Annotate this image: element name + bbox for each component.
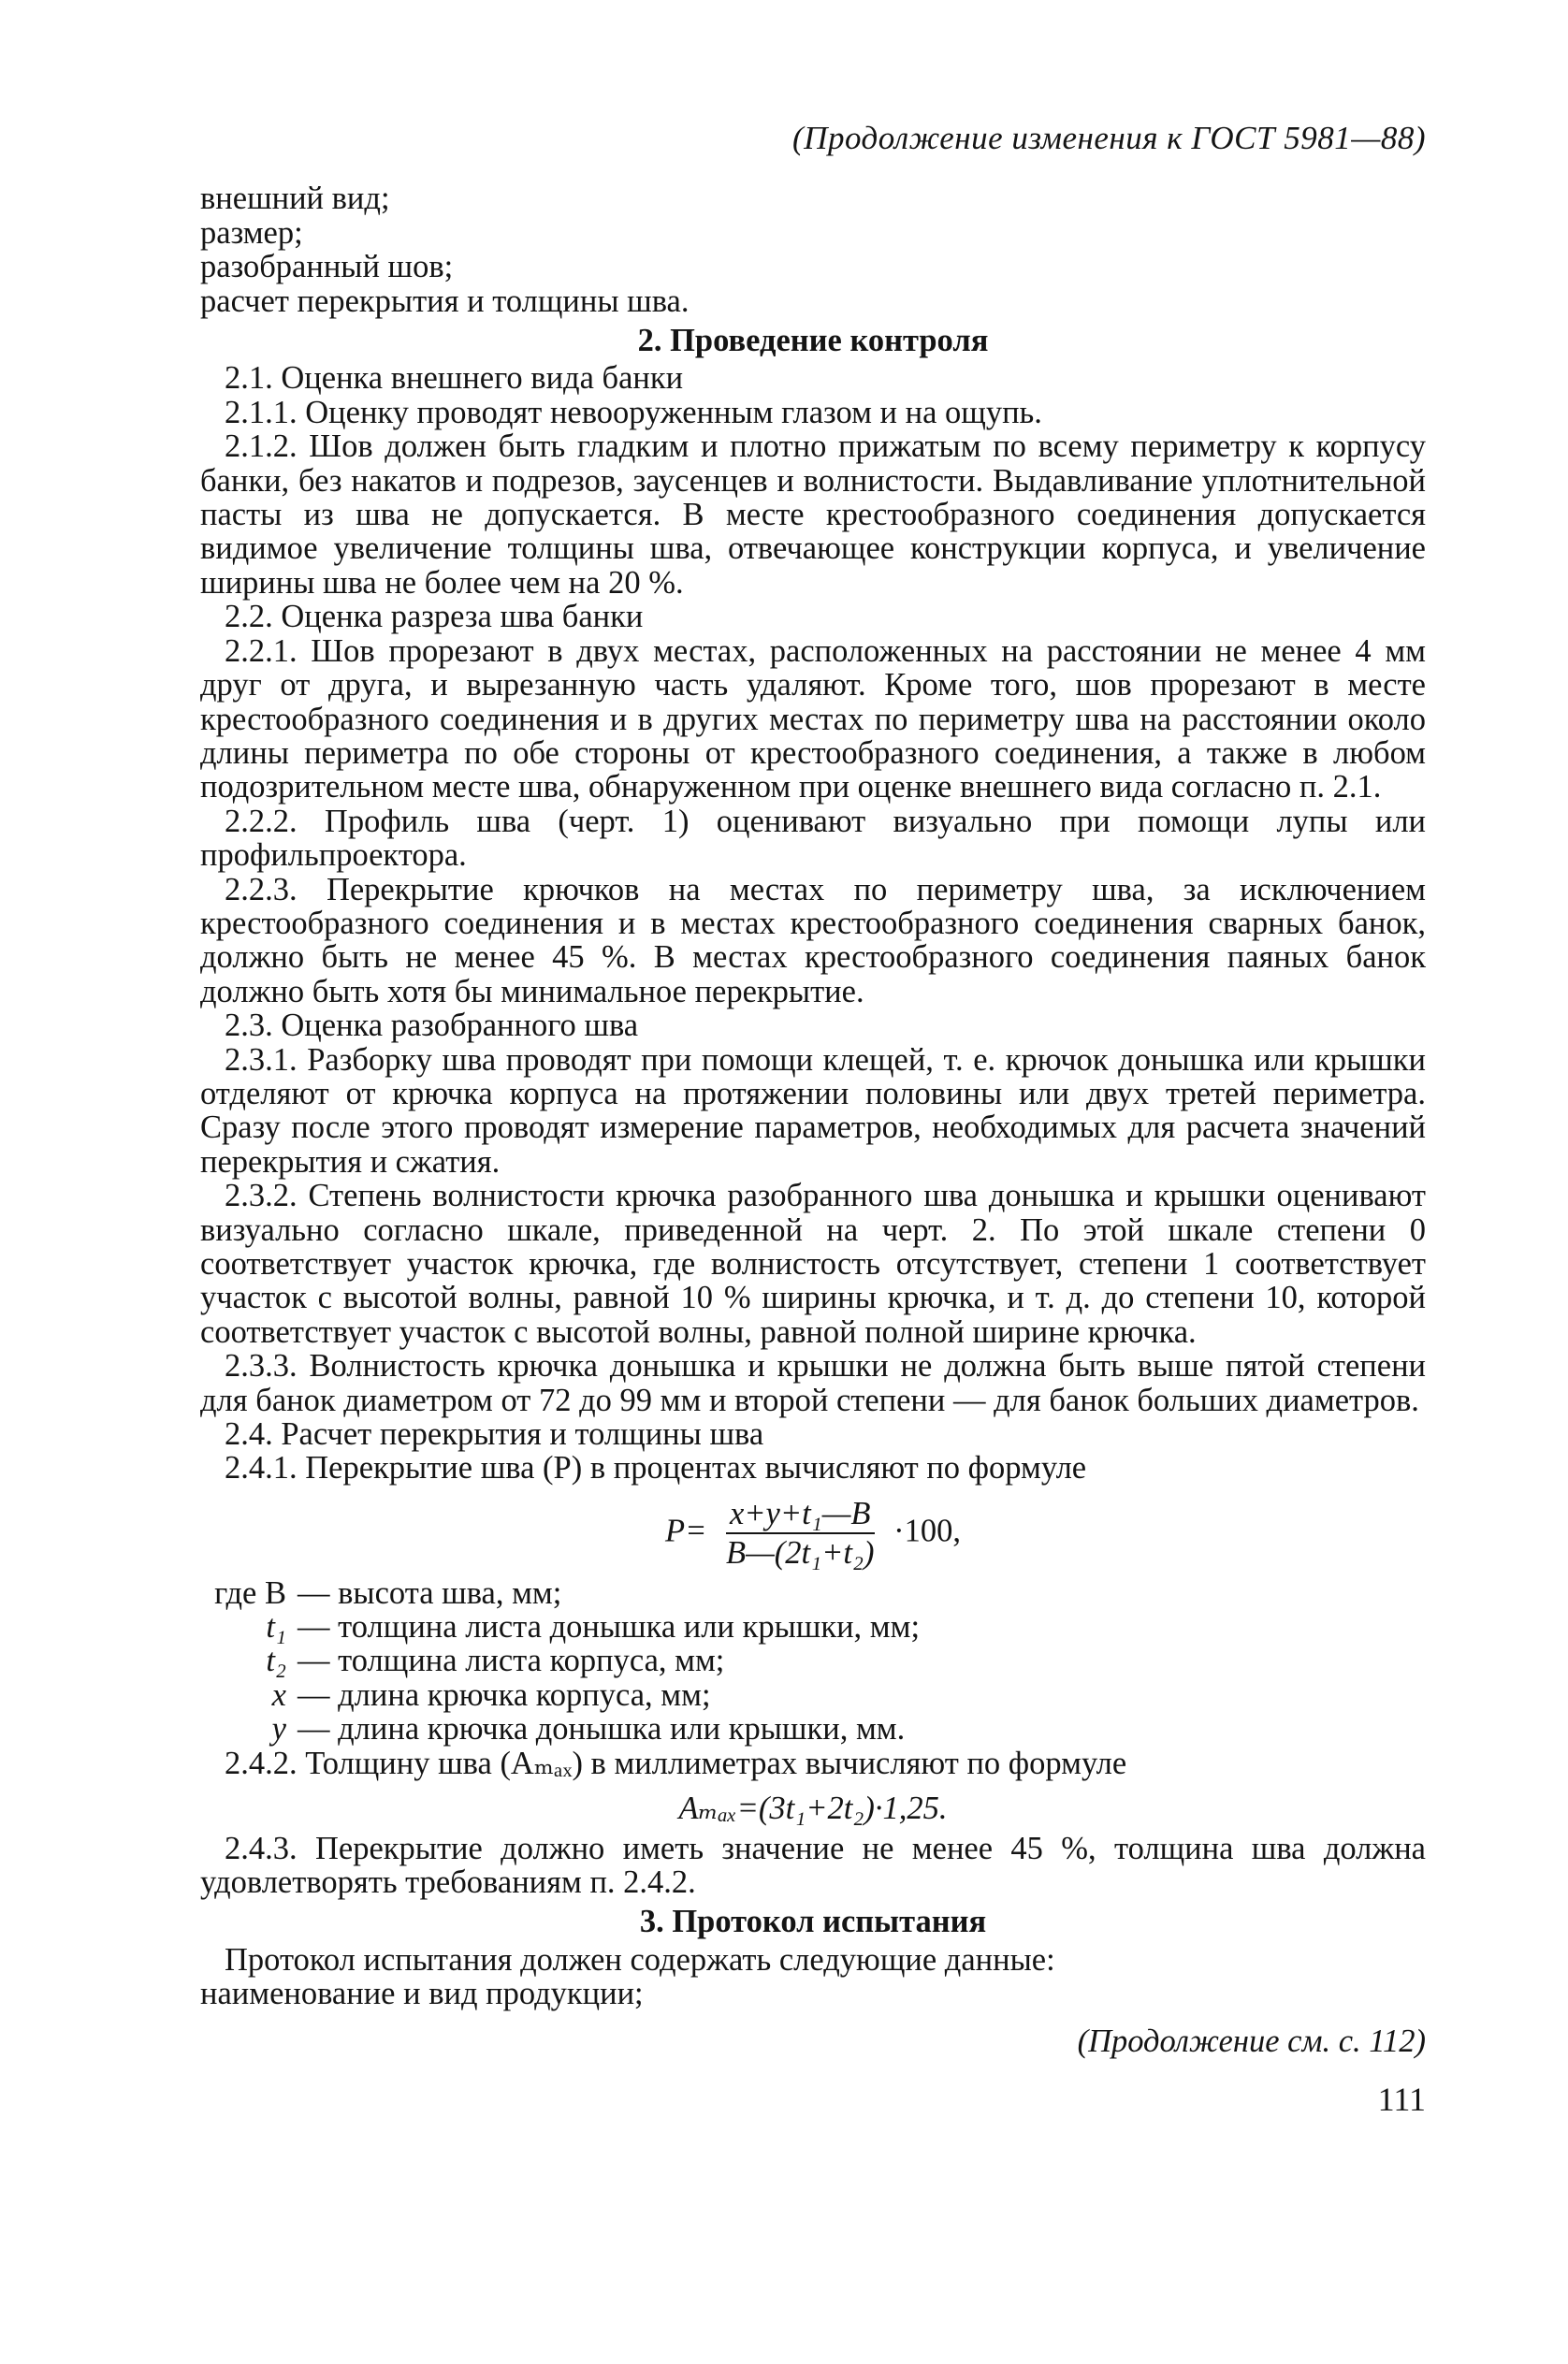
legend-symbol: t₂ xyxy=(266,1643,286,1679)
formula-legend xyxy=(200,1576,1426,1747)
formula-lhs: P= xyxy=(665,1513,707,1549)
intro-list xyxy=(200,181,1426,318)
legend-symbol: t₁ xyxy=(266,1609,286,1646)
legend-description: — толщина листа донышка или крышки, мм; xyxy=(298,1609,921,1646)
legend-row xyxy=(200,1576,1426,1610)
legend-symbol: где B xyxy=(214,1574,286,1611)
legend-description: — высота шва, мм; xyxy=(298,1574,562,1611)
clause-2-3-1: 2.3.1. Разборку шва проводят при помощи клещей, т. е. крючок донышка или крышки отделяют от крючка корпуса на протяжении половины или двух третей периметра. Сразу после этого проводят измерение параметров, необходимых для расчета значений перекрытия и сжатия. xyxy=(200,1041,1426,1180)
document-page xyxy=(200,122,1426,2116)
legend-description: — длина крючка корпуса, мм; xyxy=(298,1676,711,1713)
formula-overlap xyxy=(200,1497,1426,1571)
formula-numerator: x+y+t₁—B xyxy=(726,1497,875,1534)
legend-row xyxy=(200,1644,1426,1677)
clause-2-4-3: 2.4.3. Перекрытие должно иметь значение не менее 45 %, толщина шва должна удовлетворять требованиям п. 2.4.2. xyxy=(200,1830,1426,1900)
page-header: (Продолжение изменения к ГОСТ 5981—88) xyxy=(792,120,1426,156)
clause-2-3-title: 2.3. Оценка разобранного шва xyxy=(225,1008,639,1044)
legend-description: — толщина листа корпуса, мм; xyxy=(298,1643,725,1679)
legend-symbol: x xyxy=(271,1676,286,1713)
clause-2-4-title: 2.4. Расчет перекрытия и толщины шва xyxy=(225,1416,764,1453)
formula-fraction xyxy=(722,1497,878,1571)
continuation-note: (Продолжение см. с. 112) xyxy=(1077,2023,1426,2059)
legend-symbol: y xyxy=(271,1711,286,1748)
clause-2-2-title: 2.2. Оценка разреза шва банки xyxy=(225,599,644,635)
clause-2-2-3: 2.2.3. Перекрытие крючков на местах по периметру шва, за исключением крестообразного соединения и в местах крестообразного соединения сварных банок, должно быть не менее 45 %. В местах крестообразного соединения паяных банок должно быть хотя бы минимальное перекрытие. xyxy=(200,871,1426,1009)
legend-description: — длина крючка донышка или крышки, мм. xyxy=(298,1711,906,1748)
legend-row xyxy=(200,1610,1426,1644)
clause-2-3-3: 2.3.3. Волнистость крючка донышка и крышки не должна быть выше пятой степени для банок диаметром от 72 до 99 мм и второй степени — для банок больших диаметров. xyxy=(200,1348,1426,1418)
intro-item: внешний вид; xyxy=(200,181,390,217)
clause-2-1-1: 2.1.1. Оценку проводят невооруженным глазом и на ощупь. xyxy=(225,394,1042,430)
formula-tail: ·100, xyxy=(893,1513,961,1549)
clause-2-2-1: 2.2.1. Шов прорезают в двух местах, расположенных на расстоянии не менее 4 мм друг от друга, и вырезанную часть удаляют. Кроме того, шов прорезают в месте крестообразного соединения и в других местах по периметру шва на расстоянии около длины периметра по обе стороны от крестообразного соединения, а также в любом подозрительном месте шва, обнаруженном при оценке внешнего вида согласно п. 2.1. xyxy=(200,632,1426,805)
clause-2-3-2: 2.3.2. Степень волнистости крючка разобранного шва донышка и крышки оценивают визуально согласно шкале, приведенной на черт. 2. По этой шкале степени 0 соответствует участок крючка, где волнистость отсутствует, степени 1 соответствует участок с высотой волны, равной 10 % ширины крючка, и т. д. до степени 10, которой соответствует участок с высотой волны, равной полной ширине крючка. xyxy=(200,1178,1426,1350)
section-3-title: 3. Протокол испытания xyxy=(639,1904,987,1940)
formula-denominator: B—(2t₁+t₂) xyxy=(726,1535,875,1572)
intro-item: разобранный шов; xyxy=(200,249,454,285)
legend-row xyxy=(200,1712,1426,1746)
clause-2-1-title: 2.1. Оценка внешнего вида банки xyxy=(225,360,684,397)
clause-2-1-2: 2.1.2. Шов должен быть гладким и плотно прижатым по всему периметру к корпусу банки, без накатов и подрезов, заусенцев и волнистости. Выдавливание уплотнительной пасты из шва не допускается. В месте крестообразного соединения допускается видимое увеличение толщины шва, отвечающее конструкции корпуса, и увеличение ширины шва не более чем на 20 %. xyxy=(200,428,1426,601)
clause-2-2-2: 2.2.2. Профиль шва (черт. 1) оценивают визуально при помощи лупы или профильпроектора. xyxy=(200,803,1426,874)
clause-2-4-2: 2.4.2. Толщину шва (Aₘₐₓ) в миллиметрах вычисляют по формуле xyxy=(225,1745,1127,1781)
section-2-title: 2. Проведение контроля xyxy=(637,323,989,359)
clause-2-4-1: 2.4.1. Перекрытие шва (P) в процентах вычисляют по формуле xyxy=(225,1450,1087,1487)
section-3-item: наименование и вид продукции; xyxy=(200,1976,644,2012)
intro-item: расчет перекрытия и толщины шва. xyxy=(200,283,690,319)
page-number: 111 xyxy=(1377,2080,1426,2118)
formula-thickness: Aₘₐₓ=(3t₁+2t₂)·1,25. xyxy=(678,1791,948,1827)
legend-row xyxy=(200,1678,1426,1712)
intro-item: размер; xyxy=(200,214,303,251)
section-3-text: Протокол испытания должен содержать следующие данные: xyxy=(225,1941,1055,1978)
